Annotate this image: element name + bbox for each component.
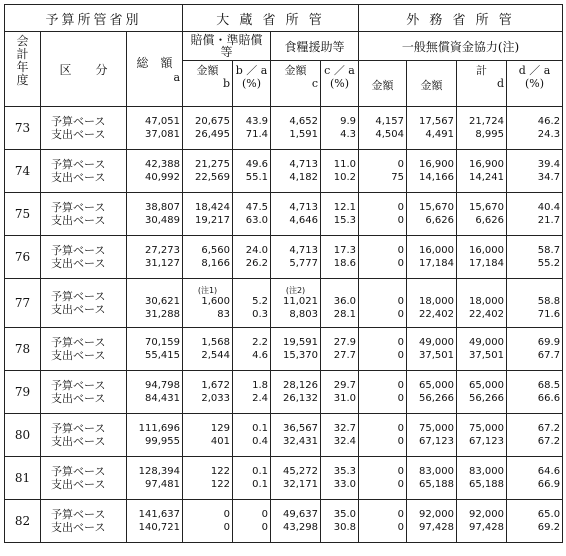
category-cell: 予算ベース 支出ベース <box>41 500 127 543</box>
table-row <box>5 193 563 236</box>
value-cell-b: 21,275 22,569 <box>183 150 233 193</box>
value-cell-b: 129 401 <box>183 414 233 457</box>
table-row <box>5 414 563 457</box>
value-cell-g2: 49,000 37,501 <box>407 328 457 371</box>
value-cell-b: 20,675 26,495 <box>183 107 233 150</box>
fiscal-year-header: 会 計 年 度 <box>5 32 41 107</box>
value-cell-b: 18,424 19,217 <box>183 193 233 236</box>
mof-header: 大 蔵 省 所 管 <box>183 5 359 32</box>
amount-c-header: 金額 c <box>271 61 321 107</box>
reparations-group-header: 賠償・準賠償等 <box>183 32 271 61</box>
value-cell-a: 30,621 31,288 <box>127 279 183 328</box>
fiscal-year-cell: 73 <box>5 107 41 150</box>
value-cell-da: 46.2 24.3 <box>507 107 563 150</box>
category-cell: 予算ベース 支出ベース <box>41 457 127 500</box>
total-header: 総 額 a <box>127 32 183 107</box>
value-cell-g2: 65,000 56,266 <box>407 371 457 414</box>
category-cell: 予算ベース 支出ベース <box>41 328 127 371</box>
category-cell: 予算ベース 支出ベース <box>41 150 127 193</box>
value-cell-c: 4,713 4,646 <box>271 193 321 236</box>
value-cell-ba: 47.5 63.0 <box>233 193 271 236</box>
value-cell-g2: 16,900 14,166 <box>407 150 457 193</box>
value-cell-a: 111,696 99,955 <box>127 414 183 457</box>
value-cell-d: 75,000 67,123 <box>457 414 507 457</box>
value-cell-ca: 32.7 32.4 <box>321 414 359 457</box>
value-cell-d: 16,900 14,241 <box>457 150 507 193</box>
value-cell-ba: 49.6 55.1 <box>233 150 271 193</box>
category-cell: 予算ベース 支出ベース <box>41 236 127 279</box>
grant-aid-group-header: 一般無償資金協力(注) <box>359 32 563 61</box>
value-cell-d: 18,000 22,402 <box>457 279 507 328</box>
value-cell-da: 40.4 21.7 <box>507 193 563 236</box>
value-cell-g1: 0 0 <box>359 279 407 328</box>
budget-by-ministry-header: 予算所管省別 <box>5 5 183 32</box>
value-cell-d: 49,000 37,501 <box>457 328 507 371</box>
value-cell-c: (注2) 11,021 8,803 <box>271 279 321 328</box>
fiscal-year-cell: 76 <box>5 236 41 279</box>
value-cell-ca: 35.3 33.0 <box>321 457 359 500</box>
table-body <box>5 107 563 543</box>
value-cell-ca: 36.0 28.1 <box>321 279 359 328</box>
category-cell: 予算ベース 支出ベース <box>41 414 127 457</box>
value-cell-a: 141,637 140,721 <box>127 500 183 543</box>
value-cell-da: 68.5 66.6 <box>507 371 563 414</box>
value-cell-a: 94,798 84,431 <box>127 371 183 414</box>
value-cell-d: 21,724 8,995 <box>457 107 507 150</box>
category-cell: 予算ベース 支出ベース <box>41 371 127 414</box>
value-cell-ba: 0.1 0.4 <box>233 414 271 457</box>
value-cell-da: 64.6 66.9 <box>507 457 563 500</box>
value-cell-a: 128,394 97,481 <box>127 457 183 500</box>
category-cell: 予算ベース 支出ベース <box>41 107 127 150</box>
value-cell-ca: 27.9 27.7 <box>321 328 359 371</box>
value-cell-g2: 18,000 22,402 <box>407 279 457 328</box>
value-cell-g1: 0 0 <box>359 457 407 500</box>
value-cell-ba: 0 0 <box>233 500 271 543</box>
value-cell-ca: 9.9 4.3 <box>321 107 359 150</box>
category-cell: 予算ベース 支出ベース <box>41 279 127 328</box>
grant-amount1-header: 金額 <box>359 61 407 107</box>
value-cell-da: 69.9 67.7 <box>507 328 563 371</box>
table-row <box>5 236 563 279</box>
value-cell-da: 58.8 71.6 <box>507 279 563 328</box>
value-cell-g1: 4,157 4,504 <box>359 107 407 150</box>
value-cell-a: 42,388 40,992 <box>127 150 183 193</box>
value-cell-g2: 16,000 17,184 <box>407 236 457 279</box>
value-cell-a: 70,159 55,415 <box>127 328 183 371</box>
value-cell-g1: 0 0 <box>359 500 407 543</box>
value-cell-ca: 29.7 31.0 <box>321 371 359 414</box>
value-cell-g2: 92,000 97,428 <box>407 500 457 543</box>
table-row <box>5 457 563 500</box>
b-over-a-header: b ／ a (%) <box>233 61 271 107</box>
fiscal-year-cell: 82 <box>5 500 41 543</box>
value-cell-d: 16,000 17,184 <box>457 236 507 279</box>
fiscal-year-cell: 74 <box>5 150 41 193</box>
budget-table-page <box>4 4 562 552</box>
value-cell-c: 49,637 43,298 <box>271 500 321 543</box>
d-over-a-header: d ／ a (%) <box>507 61 563 107</box>
value-cell-ba: 5.2 0.3 <box>233 279 271 328</box>
value-cell-ca: 35.0 30.8 <box>321 500 359 543</box>
value-cell-a: 47,051 37,081 <box>127 107 183 150</box>
value-cell-g2: 15,670 6,626 <box>407 193 457 236</box>
value-cell-da: 65.0 69.2 <box>507 500 563 543</box>
value-cell-ca: 17.3 18.6 <box>321 236 359 279</box>
mofa-header: 外 務 省 所 管 <box>359 5 563 32</box>
table-row <box>5 328 563 371</box>
value-cell-b: 1,568 2,544 <box>183 328 233 371</box>
table-row <box>5 279 563 328</box>
value-cell-d: 83,000 65,188 <box>457 457 507 500</box>
value-cell-g2: 83,000 65,188 <box>407 457 457 500</box>
table-row <box>5 107 563 150</box>
food-aid-group-header: 食糧援助等 <box>271 32 359 61</box>
value-cell-da: 67.2 67.2 <box>507 414 563 457</box>
value-cell-d: 15,670 6,626 <box>457 193 507 236</box>
value-cell-c: 36,567 32,431 <box>271 414 321 457</box>
value-cell-a: 38,807 30,489 <box>127 193 183 236</box>
budget-table <box>4 4 563 543</box>
c-over-a-header: c ／ a (%) <box>321 61 359 107</box>
fiscal-year-cell: 78 <box>5 328 41 371</box>
value-cell-g1: 0 0 <box>359 414 407 457</box>
value-cell-ba: 43.9 71.4 <box>233 107 271 150</box>
value-cell-c: 4,652 1,591 <box>271 107 321 150</box>
fiscal-year-cell: 79 <box>5 371 41 414</box>
table-row <box>5 371 563 414</box>
fiscal-year-cell: 77 <box>5 279 41 328</box>
value-cell-da: 58.7 55.2 <box>507 236 563 279</box>
value-cell-da: 39.4 34.7 <box>507 150 563 193</box>
value-cell-d: 65,000 56,266 <box>457 371 507 414</box>
value-cell-c: 28,126 26,132 <box>271 371 321 414</box>
value-cell-g1: 0 0 <box>359 193 407 236</box>
fiscal-year-cell: 75 <box>5 193 41 236</box>
value-cell-ba: 0.1 0.1 <box>233 457 271 500</box>
value-cell-ba: 1.8 2.4 <box>233 371 271 414</box>
value-cell-d: 92,000 97,428 <box>457 500 507 543</box>
total-d-header: 計 d <box>457 61 507 107</box>
grant-amount2-header: 金額 <box>407 61 457 107</box>
table-row <box>5 500 563 543</box>
fiscal-year-cell: 80 <box>5 414 41 457</box>
value-cell-a: 27,273 31,127 <box>127 236 183 279</box>
value-cell-g2: 75,000 67,123 <box>407 414 457 457</box>
category-cell: 予算ベース 支出ベース <box>41 193 127 236</box>
amount-b-header: 金額 b <box>183 61 233 107</box>
fiscal-year-cell: 81 <box>5 457 41 500</box>
value-cell-c: 19,591 15,370 <box>271 328 321 371</box>
table-row <box>5 150 563 193</box>
value-cell-c: 4,713 5,777 <box>271 236 321 279</box>
value-cell-b: 0 0 <box>183 500 233 543</box>
value-cell-b: 1,672 2,033 <box>183 371 233 414</box>
value-cell-c: 4,713 4,182 <box>271 150 321 193</box>
value-cell-b: (注1) 1,600 83 <box>183 279 233 328</box>
value-cell-b: 122 122 <box>183 457 233 500</box>
value-cell-ba: 24.0 26.2 <box>233 236 271 279</box>
category-header: 区 分 <box>41 32 127 107</box>
value-cell-ba: 2.2 4.6 <box>233 328 271 371</box>
value-cell-g2: 17,567 4,491 <box>407 107 457 150</box>
value-cell-g1: 0 0 <box>359 371 407 414</box>
value-cell-c: 45,272 32,171 <box>271 457 321 500</box>
value-cell-ca: 11.0 10.2 <box>321 150 359 193</box>
value-cell-g1: 0 75 <box>359 150 407 193</box>
value-cell-ca: 12.1 15.3 <box>321 193 359 236</box>
value-cell-g1: 0 0 <box>359 236 407 279</box>
value-cell-b: 6,560 8,166 <box>183 236 233 279</box>
value-cell-g1: 0 0 <box>359 328 407 371</box>
